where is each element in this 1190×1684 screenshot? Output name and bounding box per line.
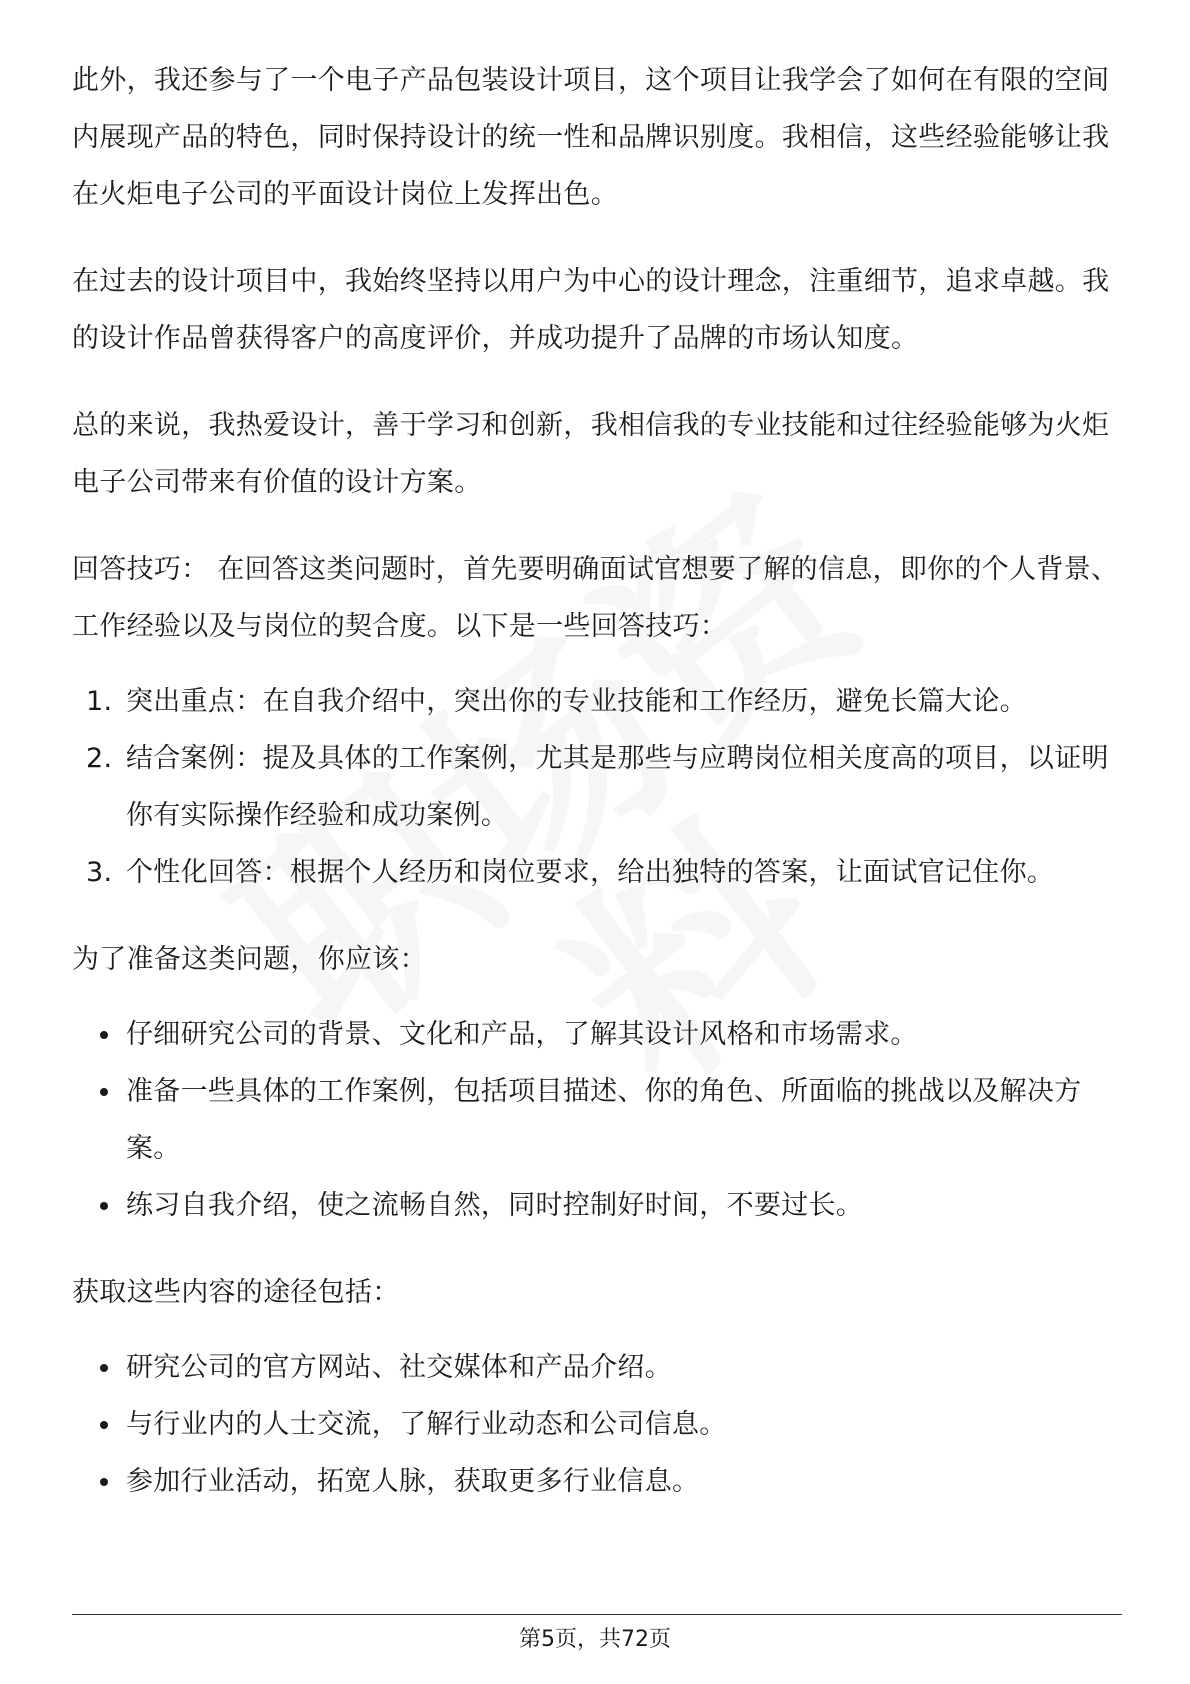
bullet-icon (100, 1202, 108, 1210)
list-item (72, 1339, 1122, 1396)
paragraph-summary: 总的来说，我热爱设计，善于学习和创新，我相信我的专业技能和过往经验能够为火炬电子公司带来有价值的设计方案。 (72, 410, 1110, 498)
list-item-text: 结合案例：提及具体的工作案例，尤其是那些与应聘岗位相关度高的项目，以证明你有实际操作经验和成功案例。 (126, 743, 1109, 831)
bullet-icon (100, 1421, 108, 1429)
paragraph-answer-tips: 回答技巧： 在回答这类问题时，首先要明确面试官想要了解的信息，即你的个人背景、工作经验以及与岗位的契合度。以下是一些回答技巧： (72, 554, 1119, 642)
list-item (72, 844, 1122, 901)
list-number: 2. (86, 743, 113, 774)
paragraph-design-philosophy: 在过去的设计项目中，我始终坚持以用户为中心的设计理念，注重细节，追求卓越。我的设计作品曾获得客户的高度评价，并成功提升了品牌的市场认知度。 (72, 266, 1110, 354)
prepare-list (72, 1006, 1122, 1234)
list-item (72, 1006, 1122, 1063)
tips-list (72, 673, 1122, 901)
list-item-text: 准备一些具体的工作案例，包括项目描述、你的角色、所面临的挑战以及解决方案。 (126, 1076, 1082, 1164)
list-item-text: 参加行业活动，拓宽人脉，获取更多行业信息。 (126, 1466, 700, 1497)
list-item-text: 练习自我介绍，使之流畅自然，同时控制好时间，不要过长。 (126, 1190, 864, 1221)
bullet-icon (100, 1031, 108, 1039)
prepare-heading: 为了准备这类问题，你应该： (72, 944, 427, 975)
list-item (72, 1396, 1122, 1453)
list-item-text: 仔细研究公司的背景、文化和产品，了解其设计风格和市场需求。 (126, 1019, 918, 1050)
document-body (72, 52, 1122, 1540)
list-item (72, 1453, 1122, 1510)
list-item-text: 研究公司的官方网站、社交媒体和产品介绍。 (126, 1352, 672, 1383)
paragraph-packaging-project: 此外，我还参与了一个电子产品包装设计项目，这个项目让我学会了如何在有限的空间内展现产品的特色，同时保持设计的统一性和品牌识别度。我相信，这些经验能够让我在火炬电子公司的平面设计岗位上发挥出色。 (72, 65, 1110, 210)
bullet-icon (100, 1478, 108, 1486)
list-item (72, 1177, 1122, 1234)
page-number: 第5页，共72页 (519, 1627, 671, 1652)
sources-list (72, 1339, 1122, 1510)
footer-divider (72, 1614, 1122, 1615)
bullet-icon (100, 1364, 108, 1372)
list-number: 3. (86, 857, 113, 888)
list-item-text: 个性化回答：根据个人经历和岗位要求，给出独特的答案，让面试官记住你。 (126, 857, 1055, 888)
list-item (72, 673, 1122, 730)
list-item (72, 730, 1122, 844)
sources-heading: 获取这些内容的途径包括： (72, 1277, 400, 1308)
bullet-icon (100, 1088, 108, 1096)
list-item-text: 与行业内的人士交流，了解行业动态和公司信息。 (126, 1409, 727, 1440)
list-item-text: 突出重点：在自我介绍中，突出你的专业技能和工作经历，避免长篇大论。 (126, 686, 1027, 717)
list-number: 1. (86, 686, 113, 717)
list-item (72, 1063, 1122, 1177)
